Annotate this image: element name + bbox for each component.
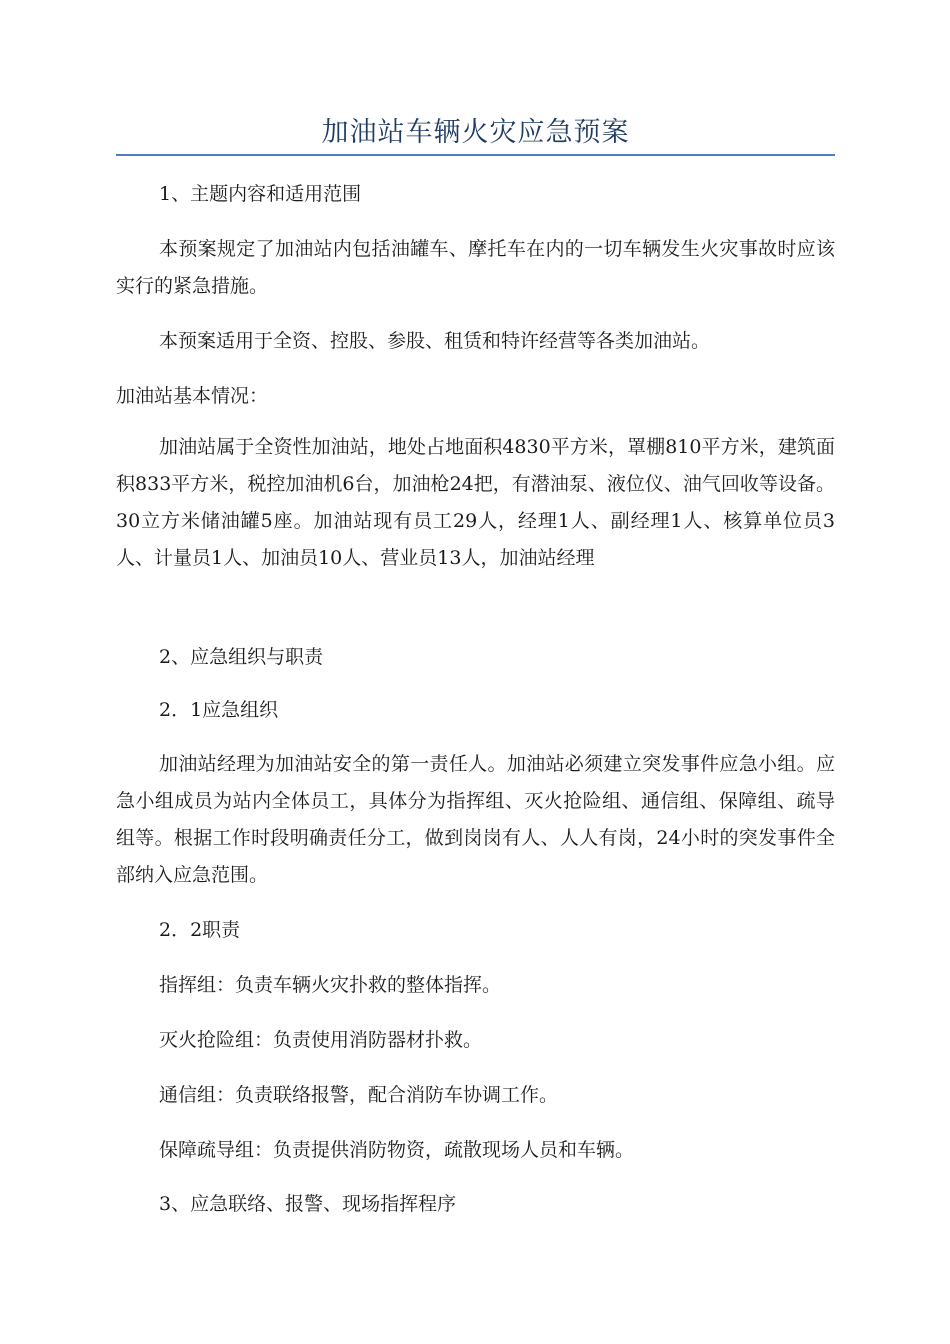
section-heading-1: 1、主题内容和适用范围 xyxy=(159,183,362,205)
section-heading-2: 2、应急组织与职责 xyxy=(159,646,324,668)
subsection-heading-2-1: 2．1应急组织 xyxy=(159,699,279,721)
subsection-heading-2-2: 2．2职责 xyxy=(159,919,241,941)
paragraph-duty-support: 保障疏导组：负责提供消防物资，疏散现场人员和车辆。 xyxy=(159,1139,635,1161)
document-title: 加油站车辆火灾应急预案 xyxy=(321,117,630,148)
title-underline xyxy=(116,154,835,156)
paragraph-duty-command: 指挥组：负责车辆火灾扑救的整体指挥。 xyxy=(159,974,502,996)
paragraph-scope: 本预案规定了加油站内包括油罐车、摩托车在内的一切车辆发生火灾事故时应该实行的紧急措施。 xyxy=(116,238,835,297)
paragraph-station-info: 加油站属于全资性加油站，地处占地面积4830平方米，罩棚810平方米，建筑面积833平方米，税控加油机6台，加油枪24把，有潜油泵、液位仪、油气回收等设备。30立方米储油罐5座。加油站现有员工29人，经理1人、副经理1人、核算单位员3人、计量员1人、加油员10人、营业员13人，加油站经理 xyxy=(116,436,835,569)
paragraph-organization: 加油站经理为加油站安全的第一责任人。加油站必须建立突发事件应急小组。应急小组成员为站内全体员工，具体分为指挥组、灭火抢险组、通信组、保障组、疏导组等。根据工作时段明确责任分工，做到岗岗有人、人人有岗，24小时的突发事件全部纳入应急范围。 xyxy=(116,753,835,886)
paragraph-duty-firefighting: 灭火抢险组：负责使用消防器材扑救。 xyxy=(159,1029,483,1051)
paragraph-duty-communication: 通信组：负责联络报警，配合消防车协调工作。 xyxy=(159,1084,559,1106)
section-heading-3: 3、应急联络、报警、现场指挥程序 xyxy=(159,1193,457,1215)
paragraph-applicability: 本预案适用于全资、控股、参股、租赁和特许经营等各类加油站。 xyxy=(159,330,711,352)
paragraph-station-info-label: 加油站基本情况： xyxy=(116,385,269,407)
